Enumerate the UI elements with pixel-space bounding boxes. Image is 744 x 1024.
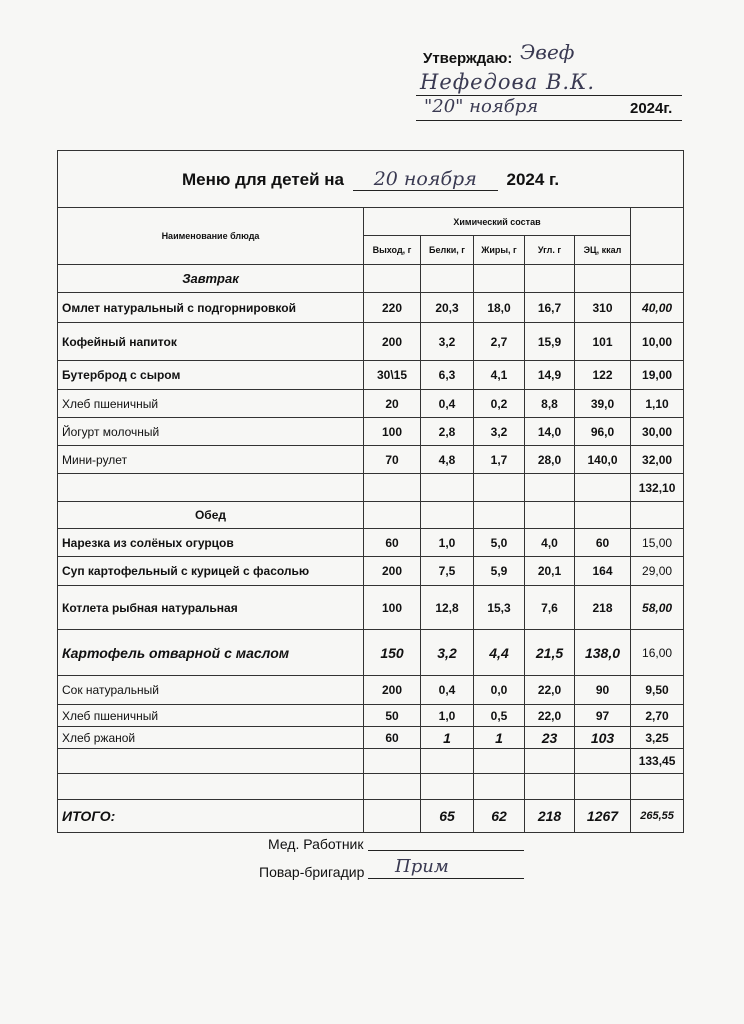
dish-carbs: 8,8 <box>525 390 575 418</box>
header-carbs: Угл. г <box>525 236 575 265</box>
dish-energy: 122 <box>575 361 631 390</box>
table-row <box>58 727 684 749</box>
medic-sign-line <box>368 850 524 851</box>
header-row-1 <box>58 208 684 236</box>
table-row <box>58 630 684 676</box>
approver-signature: Эвеф <box>520 40 575 64</box>
dish-carbs: 4,0 <box>525 529 575 557</box>
total-price: 265,55 <box>631 800 684 833</box>
total-energy: 1267 <box>575 800 631 833</box>
menu-table <box>57 150 684 833</box>
dish-carbs: 7,6 <box>525 586 575 630</box>
dish-energy: 310 <box>575 293 631 323</box>
header-price <box>631 208 684 265</box>
dish-fat: 0,5 <box>474 705 525 727</box>
approve-date: "20" ноября <box>424 96 539 117</box>
title-date: 20 ноября <box>353 168 498 191</box>
approve-label: Утверждаю: <box>423 50 513 67</box>
dish-protein: 1 <box>421 727 474 749</box>
dish-price: 15,00 <box>631 529 684 557</box>
dish-yield: 100 <box>364 586 421 630</box>
dish-protein: 2,8 <box>421 418 474 446</box>
dish-protein: 0,4 <box>421 390 474 418</box>
dish-price: 10,00 <box>631 323 684 361</box>
medic-label: Мед. Работник <box>268 836 364 852</box>
dish-name: Суп картофельный с курицей с фасолью <box>58 557 364 586</box>
dish-price: 58,00 <box>631 586 684 630</box>
dish-yield: 70 <box>364 446 421 474</box>
dish-fat: 0,0 <box>474 676 525 705</box>
dish-energy: 103 <box>575 727 631 749</box>
dish-yield: 150 <box>364 630 421 676</box>
chef-sign-line <box>368 878 524 879</box>
section-row-breakfast <box>58 265 684 293</box>
dish-protein: 3,2 <box>421 323 474 361</box>
dish-price: 1,10 <box>631 390 684 418</box>
chef-signature: Прим <box>395 856 449 877</box>
table-row <box>58 529 684 557</box>
total-row <box>58 800 684 833</box>
dish-name: Омлет натуральный с подгорнировкой <box>58 293 364 323</box>
table-row <box>58 390 684 418</box>
dish-yield: 20 <box>364 390 421 418</box>
dish-carbs: 16,7 <box>525 293 575 323</box>
dish-protein: 12,8 <box>421 586 474 630</box>
approve-underline-2 <box>416 120 682 121</box>
approver-name: Нефедова В.К. <box>420 70 596 94</box>
dish-fat: 5,9 <box>474 557 525 586</box>
total-fat: 62 <box>474 800 525 833</box>
dish-protein: 0,4 <box>421 676 474 705</box>
dish-protein: 1,0 <box>421 705 474 727</box>
lunch-total: 133,45 <box>631 749 684 774</box>
dish-carbs: 14,0 <box>525 418 575 446</box>
dish-price: 2,70 <box>631 705 684 727</box>
table-row <box>58 705 684 727</box>
table-row <box>58 586 684 630</box>
dish-carbs: 22,0 <box>525 676 575 705</box>
dish-name: Сок натуральный <box>58 676 364 705</box>
dish-carbs: 22,0 <box>525 705 575 727</box>
dish-name: Хлеб пшеничный <box>58 705 364 727</box>
dish-energy: 39,0 <box>575 390 631 418</box>
dish-energy: 96,0 <box>575 418 631 446</box>
header-energy: ЭЦ, ккал <box>575 236 631 265</box>
dish-yield: 100 <box>364 418 421 446</box>
page-title <box>58 151 684 208</box>
section-lunch: Обед <box>58 502 364 529</box>
title-suffix: 2024 г. <box>506 169 560 189</box>
dish-price: 19,00 <box>631 361 684 390</box>
table-row <box>58 676 684 705</box>
dish-yield: 50 <box>364 705 421 727</box>
dish-yield: 200 <box>364 323 421 361</box>
dish-protein: 4,8 <box>421 446 474 474</box>
dish-fat: 15,3 <box>474 586 525 630</box>
dish-energy: 164 <box>575 557 631 586</box>
dish-carbs: 28,0 <box>525 446 575 474</box>
dish-fat: 4,1 <box>474 361 525 390</box>
dish-name: Хлеб пшеничный <box>58 390 364 418</box>
dish-protein: 3,2 <box>421 630 474 676</box>
dish-price: 9,50 <box>631 676 684 705</box>
chef-label: Повар-бригадир <box>259 864 365 880</box>
header-protein: Белки, г <box>421 236 474 265</box>
dish-carbs: 14,9 <box>525 361 575 390</box>
dish-name: Картофель отварной с маслом <box>58 630 364 676</box>
dish-carbs: 20,1 <box>525 557 575 586</box>
dish-protein: 7,5 <box>421 557 474 586</box>
dish-protein: 6,3 <box>421 361 474 390</box>
table-row <box>58 293 684 323</box>
dish-fat: 1,7 <box>474 446 525 474</box>
dish-energy: 101 <box>575 323 631 361</box>
header-chem: Химический состав <box>364 208 631 236</box>
dish-energy: 97 <box>575 705 631 727</box>
section-breakfast: Завтрак <box>58 265 364 293</box>
dish-yield: 60 <box>364 529 421 557</box>
dish-carbs: 23 <box>525 727 575 749</box>
dish-yield: 30\15 <box>364 361 421 390</box>
dish-fat: 18,0 <box>474 293 525 323</box>
table-row <box>58 323 684 361</box>
dish-fat: 5,0 <box>474 529 525 557</box>
title-row <box>58 151 684 208</box>
table-row <box>58 446 684 474</box>
dish-price: 29,00 <box>631 557 684 586</box>
dish-fat: 2,7 <box>474 323 525 361</box>
dish-price: 32,00 <box>631 446 684 474</box>
title-prefix: Меню для детей на <box>181 169 345 189</box>
dish-energy: 138,0 <box>575 630 631 676</box>
dish-protein: 1,0 <box>421 529 474 557</box>
table-row <box>58 557 684 586</box>
dish-name: Кофейный напиток <box>58 323 364 361</box>
table-row <box>58 361 684 390</box>
lunch-total-row <box>58 749 684 774</box>
total-label: ИТОГО: <box>58 800 364 833</box>
dish-yield: 60 <box>364 727 421 749</box>
total-carbs: 218 <box>525 800 575 833</box>
dish-energy: 90 <box>575 676 631 705</box>
total-protein: 65 <box>421 800 474 833</box>
dish-fat: 3,2 <box>474 418 525 446</box>
breakfast-total: 132,10 <box>631 474 684 502</box>
header-fat: Жиры, г <box>474 236 525 265</box>
dish-name: Нарезка из солёных огурцов <box>58 529 364 557</box>
dish-name: Бутерброд с сыром <box>58 361 364 390</box>
dish-protein: 20,3 <box>421 293 474 323</box>
dish-fat: 1 <box>474 727 525 749</box>
dish-yield: 220 <box>364 293 421 323</box>
dish-fat: 4,4 <box>474 630 525 676</box>
dish-name: Хлеб ржаной <box>58 727 364 749</box>
dish-carbs: 15,9 <box>525 323 575 361</box>
section-row-lunch <box>58 502 684 529</box>
dish-yield: 200 <box>364 557 421 586</box>
header-name: Наименование блюда <box>58 208 364 265</box>
dish-price: 3,25 <box>631 727 684 749</box>
dish-fat: 0,2 <box>474 390 525 418</box>
dish-energy: 140,0 <box>575 446 631 474</box>
table-row <box>58 418 684 446</box>
dish-energy: 60 <box>575 529 631 557</box>
dish-energy: 218 <box>575 586 631 630</box>
dish-name: Котлета рыбная натуральная <box>58 586 364 630</box>
breakfast-total-row <box>58 474 684 502</box>
dish-yield: 200 <box>364 676 421 705</box>
dish-price: 30,00 <box>631 418 684 446</box>
header-yield: Выход, г <box>364 236 421 265</box>
empty-row <box>58 774 684 800</box>
dish-carbs: 21,5 <box>525 630 575 676</box>
approve-year: 2024г. <box>630 100 673 117</box>
dish-price: 40,00 <box>631 293 684 323</box>
dish-name: Йогурт молочный <box>58 418 364 446</box>
dish-price: 16,00 <box>631 630 684 676</box>
dish-name: Мини-рулет <box>58 446 364 474</box>
